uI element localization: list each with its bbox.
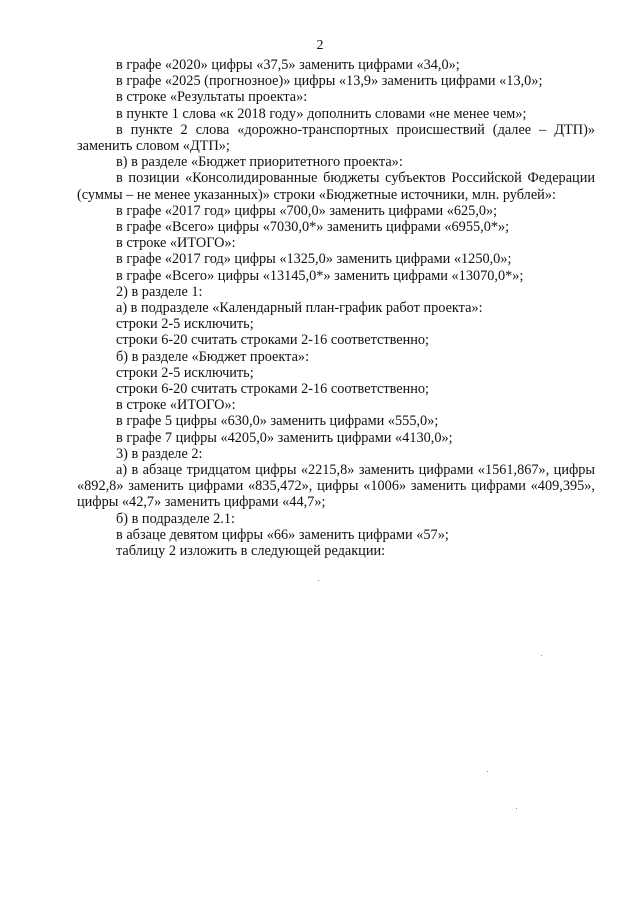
paragraph-line: строки 6-20 считать строками 2-16 соответственно; xyxy=(116,332,430,349)
paragraph-line: в графе «2017 год» цифры «700,0» заменить цифрами «625,0»; xyxy=(116,202,498,219)
paragraph-line: 2) в разделе 1: xyxy=(116,283,203,300)
scan-speck xyxy=(487,771,488,772)
paragraph-line: в абзаце девятом цифры «66» заменить цифрами «57»; xyxy=(116,526,449,543)
paragraph-line: в строке «Результаты проекта»: xyxy=(116,89,308,106)
paragraph: а) в абзаце тридцатом цифры «2215,8» заменить цифрами «1561,867», цифры «892,8» заменить цифрами «835,472», цифры «1006» заменить цифрами «409,395», цифры «42,7» заменить цифрами «44,7»; xyxy=(77,462,595,511)
page-number: 2 xyxy=(316,38,324,53)
paragraph-line: в графе 7 цифры «4205,0» заменить цифрами «4130,0»; xyxy=(116,429,453,446)
paragraph: в пункте 2 слова «дорожно-транспортных происшествий (далее – ДТП)» заменить словом «ДТП»; xyxy=(77,121,595,155)
paragraph-line: в строке «ИТОГО»: xyxy=(116,235,236,252)
paragraph-line: в пункте 1 слова «к 2018 году» дополнить словами «не менее чем»; xyxy=(116,105,527,122)
paragraph-line: в графе «Всего» цифры «13145,0*» заменить цифрами «13070,0*»; xyxy=(116,267,524,284)
paragraph-line: в графе «Всего» цифры «7030,0*» заменить цифрами «6955,0*»; xyxy=(116,219,510,236)
paragraph-line: в графе «2020» цифры «37,5» заменить цифрами «34,0»; xyxy=(116,57,460,73)
paragraph-line: б) в подразделе 2.1: xyxy=(116,510,235,527)
paragraph-line: 3) в разделе 2: xyxy=(116,445,203,462)
paragraph-line: строки 6-20 считать строками 2-16 соответственно; xyxy=(116,381,430,398)
document-body xyxy=(77,57,595,559)
paragraph: в позиции «Консолидированные бюджеты субъектов Российской Федерации (суммы – не менее указанных)» строки «Бюджетные источники, млн. рублей»: xyxy=(77,170,595,203)
paragraph-line: в графе «2025 (прогнозное)» цифры «13,9» заменить цифрами «13,0»; xyxy=(116,73,543,90)
paragraph-line: в графе 5 цифры «630,0» заменить цифрами «555,0»; xyxy=(116,413,439,430)
paragraph-line: в графе «2017 год» цифры «1325,0» заменить цифрами «1250,0»; xyxy=(116,251,512,268)
paragraph-line: а) в подразделе «Календарный план-график работ проекта»: xyxy=(116,300,483,317)
paragraph-line: строки 2-5 исключить; xyxy=(116,364,254,381)
scan-speck xyxy=(516,808,517,809)
scan-speck xyxy=(318,580,319,581)
paragraph-line: в строке «ИТОГО»: xyxy=(116,397,236,414)
paragraph-line: таблицу 2 изложить в следующей редакции: xyxy=(116,543,386,560)
paragraph-line: в) в разделе «Бюджет приоритетного проекта»: xyxy=(116,154,403,171)
scan-speck xyxy=(541,655,542,656)
paragraph-line: б) в разделе «Бюджет проекта»: xyxy=(116,348,310,365)
paragraph-line: строки 2-5 исключить; xyxy=(116,316,254,333)
